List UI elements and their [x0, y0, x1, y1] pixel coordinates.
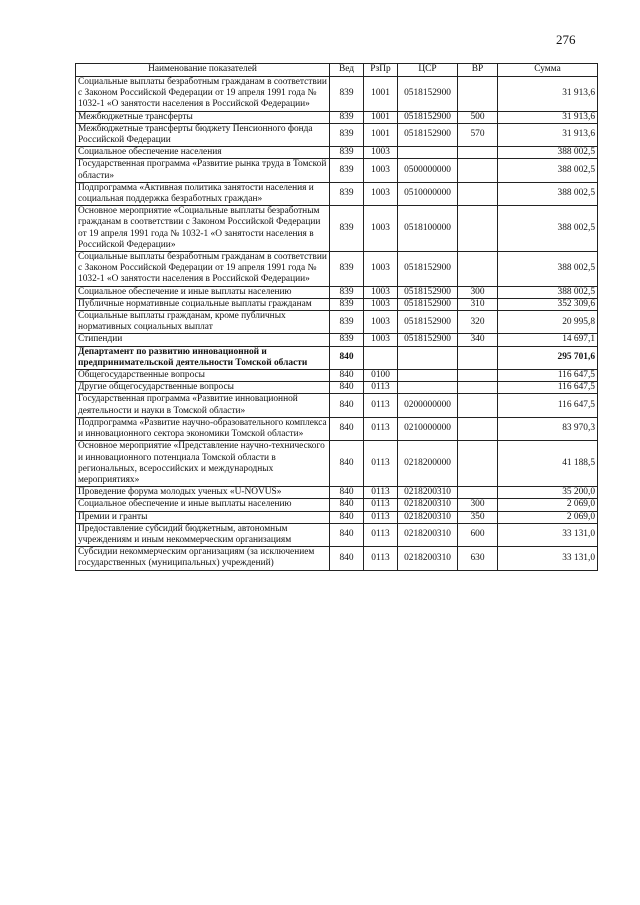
- cell-name: Социальные выплаты безработным гражданам в соответствии с Законом Российской Федерации от 19 апреля 1991 года № 1032-1 «О занятости населения в Российской Федерации»: [76, 77, 330, 112]
- cell-name: Премии и гранты: [76, 511, 330, 523]
- cell-vr: [458, 394, 498, 417]
- cell-sum: 20 995,8: [498, 311, 598, 334]
- cell-vr: [458, 159, 498, 182]
- cell-ved: 839: [330, 147, 364, 159]
- table-row: [76, 334, 598, 346]
- cell-sum: 388 002,5: [498, 147, 598, 159]
- cell-sum: 31 913,6: [498, 77, 598, 112]
- cell-rzpr: 1003: [364, 286, 398, 298]
- cell-vr: [458, 487, 498, 499]
- cell-name: Стипендии: [76, 334, 330, 346]
- cell-csr: 0518152900: [398, 111, 458, 123]
- header-ved: Вед: [330, 64, 364, 77]
- page-number: 276: [556, 32, 576, 47]
- cell-vr: [458, 182, 498, 205]
- cell-rzpr: 0113: [364, 382, 398, 394]
- cell-csr: 0518152900: [398, 334, 458, 346]
- table-row: [76, 147, 598, 159]
- cell-rzpr: 1003: [364, 159, 398, 182]
- table-header-row: [76, 64, 598, 77]
- cell-name: Социальное обеспечение населения: [76, 147, 330, 159]
- cell-ved: 840: [330, 417, 364, 440]
- cell-ved: 840: [330, 394, 364, 417]
- table-row: [76, 547, 598, 570]
- cell-ved: 840: [330, 382, 364, 394]
- cell-sum: 83 970,3: [498, 417, 598, 440]
- header-vr: ВР: [458, 64, 498, 77]
- cell-ved: 839: [330, 298, 364, 310]
- cell-csr: [398, 147, 458, 159]
- cell-rzpr: 0113: [364, 394, 398, 417]
- cell-ved: 839: [330, 206, 364, 252]
- cell-sum: 33 131,0: [498, 523, 598, 546]
- cell-ved: 839: [330, 252, 364, 287]
- cell-sum: 295 701,6: [498, 346, 598, 369]
- table-row: [76, 206, 598, 252]
- cell-name: Социальное обеспечение и иные выплаты населению: [76, 286, 330, 298]
- table-row: [76, 394, 598, 417]
- cell-sum: 388 002,5: [498, 206, 598, 252]
- cell-rzpr: 0113: [364, 487, 398, 499]
- header-sum: Сумма: [498, 64, 598, 77]
- cell-name: Межбюджетные трансферты: [76, 111, 330, 123]
- cell-sum: 33 131,0: [498, 547, 598, 570]
- cell-name: Основное мероприятие «Представление научно-технического и инновационного потенциала Томской области в региональных, всероссийских и международных мероприятиях»: [76, 441, 330, 487]
- cell-name: Проведение форума молодых ученых «U-NOVUS»: [76, 487, 330, 499]
- cell-sum: 388 002,5: [498, 286, 598, 298]
- cell-sum: 352 309,6: [498, 298, 598, 310]
- cell-vr: 320: [458, 311, 498, 334]
- cell-rzpr: 1001: [364, 123, 398, 146]
- cell-ved: 839: [330, 286, 364, 298]
- cell-name: Публичные нормативные социальные выплаты гражданам: [76, 298, 330, 310]
- cell-csr: 0518152900: [398, 286, 458, 298]
- table-row: [76, 298, 598, 310]
- cell-sum: 41 188,5: [498, 441, 598, 487]
- cell-name: Субсидии некоммерческим организациям (за исключением государственных (муниципальных) учреждений): [76, 547, 330, 570]
- cell-name: Департамент по развитию инновационной и предпринимательской деятельности Томской области: [76, 346, 330, 369]
- cell-sum: 14 697,1: [498, 334, 598, 346]
- cell-rzpr: 0100: [364, 370, 398, 382]
- cell-csr: 0518152900: [398, 77, 458, 112]
- cell-vr: [458, 147, 498, 159]
- cell-name: Общегосударственные вопросы: [76, 370, 330, 382]
- cell-sum: 2 069,0: [498, 511, 598, 523]
- cell-ved: 839: [330, 159, 364, 182]
- cell-ved: 839: [330, 311, 364, 334]
- cell-ved: 840: [330, 370, 364, 382]
- table-row: [76, 77, 598, 112]
- cell-csr: 0218200000: [398, 441, 458, 487]
- cell-vr: 500: [458, 111, 498, 123]
- cell-rzpr: 1003: [364, 252, 398, 287]
- cell-name: Социальное обеспечение и иные выплаты населению: [76, 499, 330, 511]
- table-row: [76, 111, 598, 123]
- cell-sum: 388 002,5: [498, 182, 598, 205]
- cell-ved: 840: [330, 346, 364, 369]
- cell-sum: 116 647,5: [498, 370, 598, 382]
- cell-ved: 840: [330, 523, 364, 546]
- cell-name: Социальные выплаты безработным гражданам в соответствии с Законом Российской Федерации от 19 апреля 1991 года № 1032-1 «О занятости населения в Российской Федерации»: [76, 252, 330, 287]
- cell-csr: 0218200310: [398, 511, 458, 523]
- header-name: Наименование показателей: [76, 64, 330, 77]
- cell-csr: 0518152900: [398, 123, 458, 146]
- cell-name: Социальные выплаты гражданам, кроме публичных нормативных социальных выплат: [76, 311, 330, 334]
- cell-rzpr: 1003: [364, 182, 398, 205]
- cell-csr: 0200000000: [398, 394, 458, 417]
- cell-name: Государственная программа «Развитие рынка труда в Томской области»: [76, 159, 330, 182]
- cell-rzpr: 0113: [364, 417, 398, 440]
- cell-csr: 0518100000: [398, 206, 458, 252]
- cell-sum: 388 002,5: [498, 252, 598, 287]
- cell-csr: 0518152900: [398, 298, 458, 310]
- cell-csr: 0210000000: [398, 417, 458, 440]
- cell-vr: [458, 382, 498, 394]
- cell-ved: 840: [330, 441, 364, 487]
- table-row: [76, 252, 598, 287]
- cell-vr: [458, 370, 498, 382]
- table-row: [76, 511, 598, 523]
- cell-sum: 116 647,5: [498, 394, 598, 417]
- cell-csr: 0500000000: [398, 159, 458, 182]
- cell-ved: 839: [330, 77, 364, 112]
- cell-rzpr: 0113: [364, 523, 398, 546]
- table-row: [76, 499, 598, 511]
- cell-vr: 350: [458, 511, 498, 523]
- cell-ved: 839: [330, 111, 364, 123]
- cell-vr: 300: [458, 286, 498, 298]
- cell-name: Другие общегосударственные вопросы: [76, 382, 330, 394]
- cell-csr: [398, 370, 458, 382]
- cell-vr: 630: [458, 547, 498, 570]
- cell-rzpr: 0113: [364, 511, 398, 523]
- table-body: [76, 77, 598, 571]
- table-row: [76, 487, 598, 499]
- table-row: [76, 311, 598, 334]
- cell-rzpr: 0113: [364, 499, 398, 511]
- cell-name: Основное мероприятие «Социальные выплаты безработным гражданам в соответствии с Законом Российской Федерации от 19 апреля 1991 года № 1032-1 «О занятости населения в Российской Федерации»: [76, 206, 330, 252]
- cell-ved: 840: [330, 511, 364, 523]
- cell-csr: 0518152900: [398, 252, 458, 287]
- cell-name: Межбюджетные трансферты бюджету Пенсионного фонда Российской Федерации: [76, 123, 330, 146]
- cell-sum: 35 200,0: [498, 487, 598, 499]
- cell-rzpr: 0113: [364, 547, 398, 570]
- cell-sum: 116 647,5: [498, 382, 598, 394]
- cell-ved: 840: [330, 499, 364, 511]
- cell-csr: 0218200310: [398, 499, 458, 511]
- cell-rzpr: 1001: [364, 77, 398, 112]
- table-row: [76, 370, 598, 382]
- cell-sum: 388 002,5: [498, 159, 598, 182]
- header-csr: ЦСР: [398, 64, 458, 77]
- cell-vr: [458, 77, 498, 112]
- cell-ved: 839: [330, 123, 364, 146]
- cell-name: Подпрограмма «Развитие научно-образовательного комплекса и инновационного сектора экономики Томской области»: [76, 417, 330, 440]
- cell-csr: [398, 346, 458, 369]
- cell-csr: 0218200310: [398, 547, 458, 570]
- cell-vr: 300: [458, 499, 498, 511]
- cell-ved: 839: [330, 334, 364, 346]
- cell-vr: 310: [458, 298, 498, 310]
- cell-ved: 839: [330, 182, 364, 205]
- header-rzpr: РзПр: [364, 64, 398, 77]
- cell-csr: [398, 382, 458, 394]
- cell-sum: 31 913,6: [498, 111, 598, 123]
- cell-rzpr: 1003: [364, 334, 398, 346]
- cell-rzpr: 1003: [364, 311, 398, 334]
- cell-csr: 0218200310: [398, 487, 458, 499]
- cell-csr: 0218200310: [398, 523, 458, 546]
- cell-name: Предоставление субсидий бюджетным, автономным учреждениям и иным некоммерческим организациям: [76, 523, 330, 546]
- cell-name: Государственная программа «Развитие инновационной деятельности и науки в Томской области»: [76, 394, 330, 417]
- cell-name: Подпрограмма «Активная политика занятости населения и социальная поддержка безработных граждан»: [76, 182, 330, 205]
- cell-csr: 0510000000: [398, 182, 458, 205]
- cell-vr: 570: [458, 123, 498, 146]
- table-row: [76, 382, 598, 394]
- cell-sum: 31 913,6: [498, 123, 598, 146]
- table-row: [76, 417, 598, 440]
- table-row: [76, 523, 598, 546]
- table-row: [76, 441, 598, 487]
- cell-rzpr: 1001: [364, 111, 398, 123]
- table-row: [76, 123, 598, 146]
- cell-rzpr: 1003: [364, 298, 398, 310]
- cell-rzpr: 1003: [364, 206, 398, 252]
- table-row: [76, 346, 598, 369]
- cell-vr: 340: [458, 334, 498, 346]
- cell-ved: 840: [330, 547, 364, 570]
- budget-table: [75, 63, 598, 571]
- table-row: [76, 286, 598, 298]
- cell-vr: [458, 252, 498, 287]
- cell-csr: 0518152900: [398, 311, 458, 334]
- cell-vr: [458, 441, 498, 487]
- cell-vr: [458, 346, 498, 369]
- cell-vr: 600: [458, 523, 498, 546]
- cell-rzpr: 0113: [364, 441, 398, 487]
- cell-vr: [458, 206, 498, 252]
- cell-rzpr: [364, 346, 398, 369]
- cell-sum: 2 069,0: [498, 499, 598, 511]
- cell-ved: 840: [330, 487, 364, 499]
- cell-vr: [458, 417, 498, 440]
- table-row: [76, 182, 598, 205]
- table-row: [76, 159, 598, 182]
- cell-rzpr: 1003: [364, 147, 398, 159]
